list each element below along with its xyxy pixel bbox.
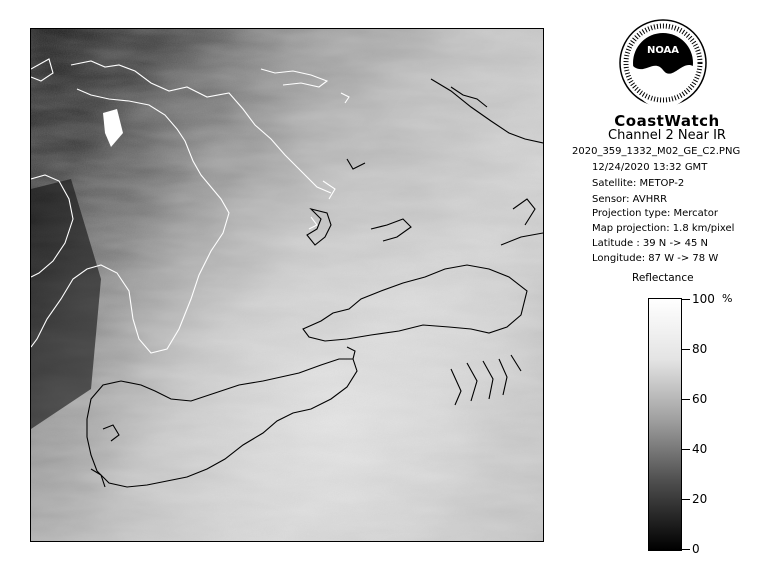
sensor: Sensor: AVHRR	[592, 194, 668, 205]
filename: 2020_359_1332_M02_GE_C2.PNG	[572, 146, 741, 157]
tick-label-100: 100	[692, 292, 715, 306]
satellite-map[interactable]	[30, 28, 544, 542]
legend-title: Reflectance	[632, 272, 694, 284]
channel-subtitle: Channel 2 Near IR	[608, 128, 726, 143]
tick-label-80: 80	[692, 342, 708, 356]
tick-label-0: 0	[692, 542, 700, 556]
info-panel	[556, 0, 782, 572]
product-title: CoastWatch	[614, 112, 720, 130]
tick-60	[682, 399, 690, 400]
map-projection: Map projection: 1.8 km/pixel	[592, 223, 735, 234]
satellite: Satellite: METOP-2	[592, 178, 685, 189]
tick-80	[682, 349, 690, 350]
projection-type: Projection type: Mercator	[592, 208, 718, 219]
satellite-image	[31, 29, 543, 541]
legend-unit: %	[722, 292, 733, 305]
svg-text:NOAA: NOAA	[646, 45, 680, 56]
noaa-logo-icon	[618, 18, 708, 108]
tick-label-40: 40	[692, 442, 708, 456]
tick-40	[682, 449, 690, 450]
latitude: Latitude : 39 N -> 45 N	[592, 238, 708, 249]
tick-label-20: 20	[692, 492, 708, 506]
reflectance-colorbar	[648, 298, 682, 551]
tick-label-60: 60	[692, 392, 708, 406]
tick-100	[682, 299, 690, 300]
longitude: Longitude: 87 W -> 78 W	[592, 253, 719, 264]
datetime: 12/24/2020 13:32 GMT	[592, 162, 708, 173]
tick-20	[682, 499, 690, 500]
tick-0	[682, 549, 690, 550]
